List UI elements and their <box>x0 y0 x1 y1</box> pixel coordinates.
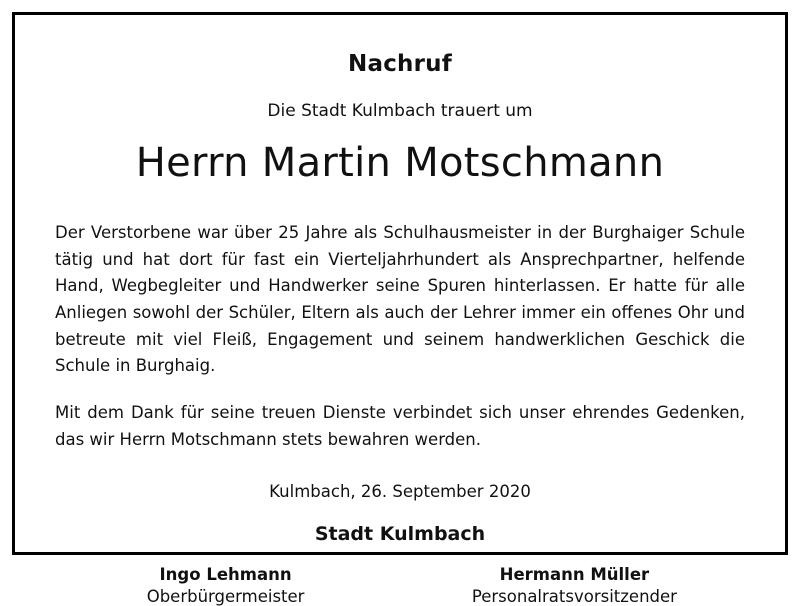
place-and-date: Kulmbach, 26. September 2020 <box>269 481 531 501</box>
body-paragraph: Der Verstorbene war über 25 Jahre als Schulhausmeister in der Burghaiger Schule tätig und hat dort für fast ein Vierteljahrhundert als Ansprechpartner, helfende Hand, Wegbegleiter und Handwerker seine Spuren hinterlassen. Er hatte für alle Anliegen sowohl der Schüler, Eltern als auch der Lehrer immer ein offenes Ohr und betreute mit viel Fleiß, Engagement und seinem handwerklichen Geschick die Schule in Burghaig. <box>55 222 745 376</box>
notice-body <box>55 220 745 454</box>
body-paragraph: Mit dem Dank für seine treuen Dienste verbindet sich unser ehrendes Gedenken, das wir Herrn Motschmann stets bewahren werden. <box>55 403 745 449</box>
obituary-notice <box>12 12 788 606</box>
signatory-name: Hermann Müller <box>499 564 650 584</box>
signatory <box>77 565 374 606</box>
organization-name: Stadt Kulmbach <box>314 522 486 545</box>
signatory-role: Oberbürgermeister <box>146 586 305 606</box>
signatory-role: Personalratsvorsitzender <box>471 586 677 606</box>
signatory <box>426 565 723 606</box>
signature-block <box>55 565 745 606</box>
signatory-name: Ingo Lehmann <box>159 564 292 584</box>
deceased-name: Herrn Martin Motschmann <box>135 140 665 186</box>
notice-headline: Nachruf <box>348 51 452 77</box>
notice-subline: Die Stadt Kulmbach trauert um <box>267 101 533 121</box>
